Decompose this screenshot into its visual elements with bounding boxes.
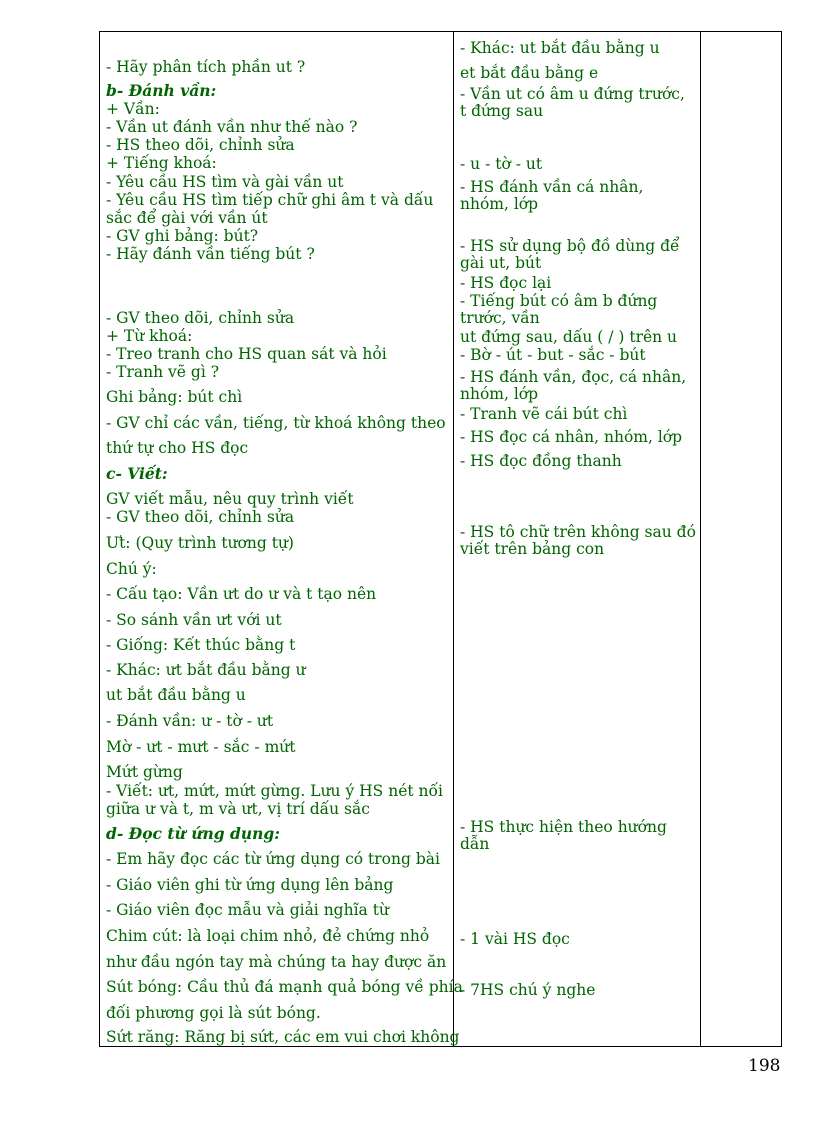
left-line: - Yêu cầu HS tìm và gài vần ut xyxy=(106,173,344,191)
left-line: - GV theo dõi, chỉnh sửa xyxy=(106,508,295,526)
mid-line: - HS thực hiện theo hướng dẫn xyxy=(460,818,667,853)
mid-line: et bắt đầu bằng e xyxy=(460,64,599,82)
left-line: + Tiếng khoá: xyxy=(106,154,217,172)
mid-line: - Tiếng bút có âm b đứng trước, vần xyxy=(460,292,658,327)
mid-line: - HS sử dụng bộ đồ dùng để gài ut, bút xyxy=(460,237,680,272)
section-heading: d- Đọc từ ứng dụng: xyxy=(106,824,280,843)
mid-line: - Khác: ut bắt đầu bằng u xyxy=(460,39,660,57)
left-line: Mờ - ưt - mưt - sắc - mứt xyxy=(106,738,296,756)
mid-line: - HS tô chữ trên không sau đó viết trên bảng con xyxy=(460,523,696,558)
mid-line: - HS đánh vần cá nhân, nhóm, lớp xyxy=(460,178,644,213)
left-line: Chim cút: là loại chim nhỏ, đẻ chứng nhỏ xyxy=(106,927,430,945)
mid-line: - HS đọc đồng thanh xyxy=(460,452,622,470)
left-line: - Khác: ưt bắt đầu bằng ư xyxy=(106,661,306,679)
left-line: - Treo tranh cho HS quan sát và hỏi xyxy=(106,345,387,363)
left-line: - GV theo dõi, chỉnh sửa xyxy=(106,309,295,327)
left-line: - Đánh vần: ư - tờ - ưt xyxy=(106,712,274,730)
mid-line: - 1 vài HS đọc xyxy=(460,930,570,948)
left-line: - Vần ut đánh vần như thế nào ? xyxy=(106,118,358,136)
left-line: - Em hãy đọc các từ ứng dụng có trong bài xyxy=(106,850,440,868)
mid-line: - HS đọc cá nhân, nhóm, lớp xyxy=(460,428,683,446)
mid-line: - HS đọc lại xyxy=(460,274,552,292)
left-line: - Hãy đánh vần tiếng bút ? xyxy=(106,245,315,263)
column-divider xyxy=(700,32,701,1046)
left-line: - GV ghi bảng: bút? xyxy=(106,227,259,245)
mid-line: - HS đánh vần, đọc, cá nhân, nhóm, lớp xyxy=(460,368,687,403)
mid-line: - u - tờ - ut xyxy=(460,155,543,173)
left-line: - Cấu tạo: Vần ưt do ư và t tạo nên xyxy=(106,585,377,603)
section-heading: b- Đánh vần: xyxy=(106,81,217,100)
left-line: Ghi bảng: bút chì xyxy=(106,388,243,406)
left-line: Ưt: (Quy trình tương tự) xyxy=(106,534,294,552)
mid-line: ut đứng sau, dấu ( / ) trên u xyxy=(460,328,678,346)
section-heading: c- Viết: xyxy=(106,464,168,483)
left-line: đối phương gọi là sút bóng. xyxy=(106,1004,321,1022)
left-line: Chú ý: xyxy=(106,560,157,578)
left-line: ut bắt đầu bằng u xyxy=(106,686,246,704)
left-line: như đầu ngón tay mà chúng ta hay được ăn xyxy=(106,953,447,971)
left-line: Mứt gừng xyxy=(106,763,183,781)
left-line: - Giáo viên đọc mẫu và giải nghĩa từ xyxy=(106,901,389,919)
mid-line: - Tranh vẽ cái bút chì xyxy=(460,405,628,423)
left-line: + Vần: xyxy=(106,100,160,118)
left-line: - Giống: Kết thúc bằng t xyxy=(106,636,296,654)
left-line: Sứt răng: Răng bị sứt, các em vui chơi không xyxy=(106,1028,460,1046)
left-line: sắc để gài với vần út xyxy=(106,209,268,227)
left-line: - HS theo dõi, chỉnh sửa xyxy=(106,136,295,154)
mid-line: - Bờ - út - but - sắc - bút xyxy=(460,346,646,364)
left-line: Sút bóng: Cầu thủ đá mạnh quả bóng về phía xyxy=(106,978,463,996)
left-line: + Từ khoá: xyxy=(106,327,193,345)
mid-line: - 7HS chú ý nghe xyxy=(460,981,596,999)
left-line: - Tranh vẽ gì ? xyxy=(106,363,220,381)
left-line: - Giáo viên ghi từ ứng dụng lên bảng xyxy=(106,876,394,894)
left-line: giữa ư và t, m và ưt, vị trí dấu sắc xyxy=(106,800,370,818)
left-line: - Viết: ưt, mứt, mứt gừng. Lưu ý HS nét nối xyxy=(106,782,443,800)
left-line: - Yêu cầu HS tìm tiếp chữ ghi âm t và dấu xyxy=(106,191,434,209)
left-line: - Hãy phân tích phần ut ? xyxy=(106,58,306,76)
left-line: thứ tự cho HS đọc xyxy=(106,439,249,457)
mid-line: - Vần ut có âm u đứng trước, t đứng sau xyxy=(460,85,685,120)
left-line: GV viết mẫu, nêu quy trình viết xyxy=(106,490,354,508)
left-line: - GV chỉ các vần, tiếng, từ khoá không theo xyxy=(106,414,446,432)
page-number: 198 xyxy=(748,1056,781,1076)
column-divider xyxy=(453,32,454,1046)
left-line: - So sánh vần ưt với ut xyxy=(106,611,282,629)
lesson-table xyxy=(99,31,782,1047)
